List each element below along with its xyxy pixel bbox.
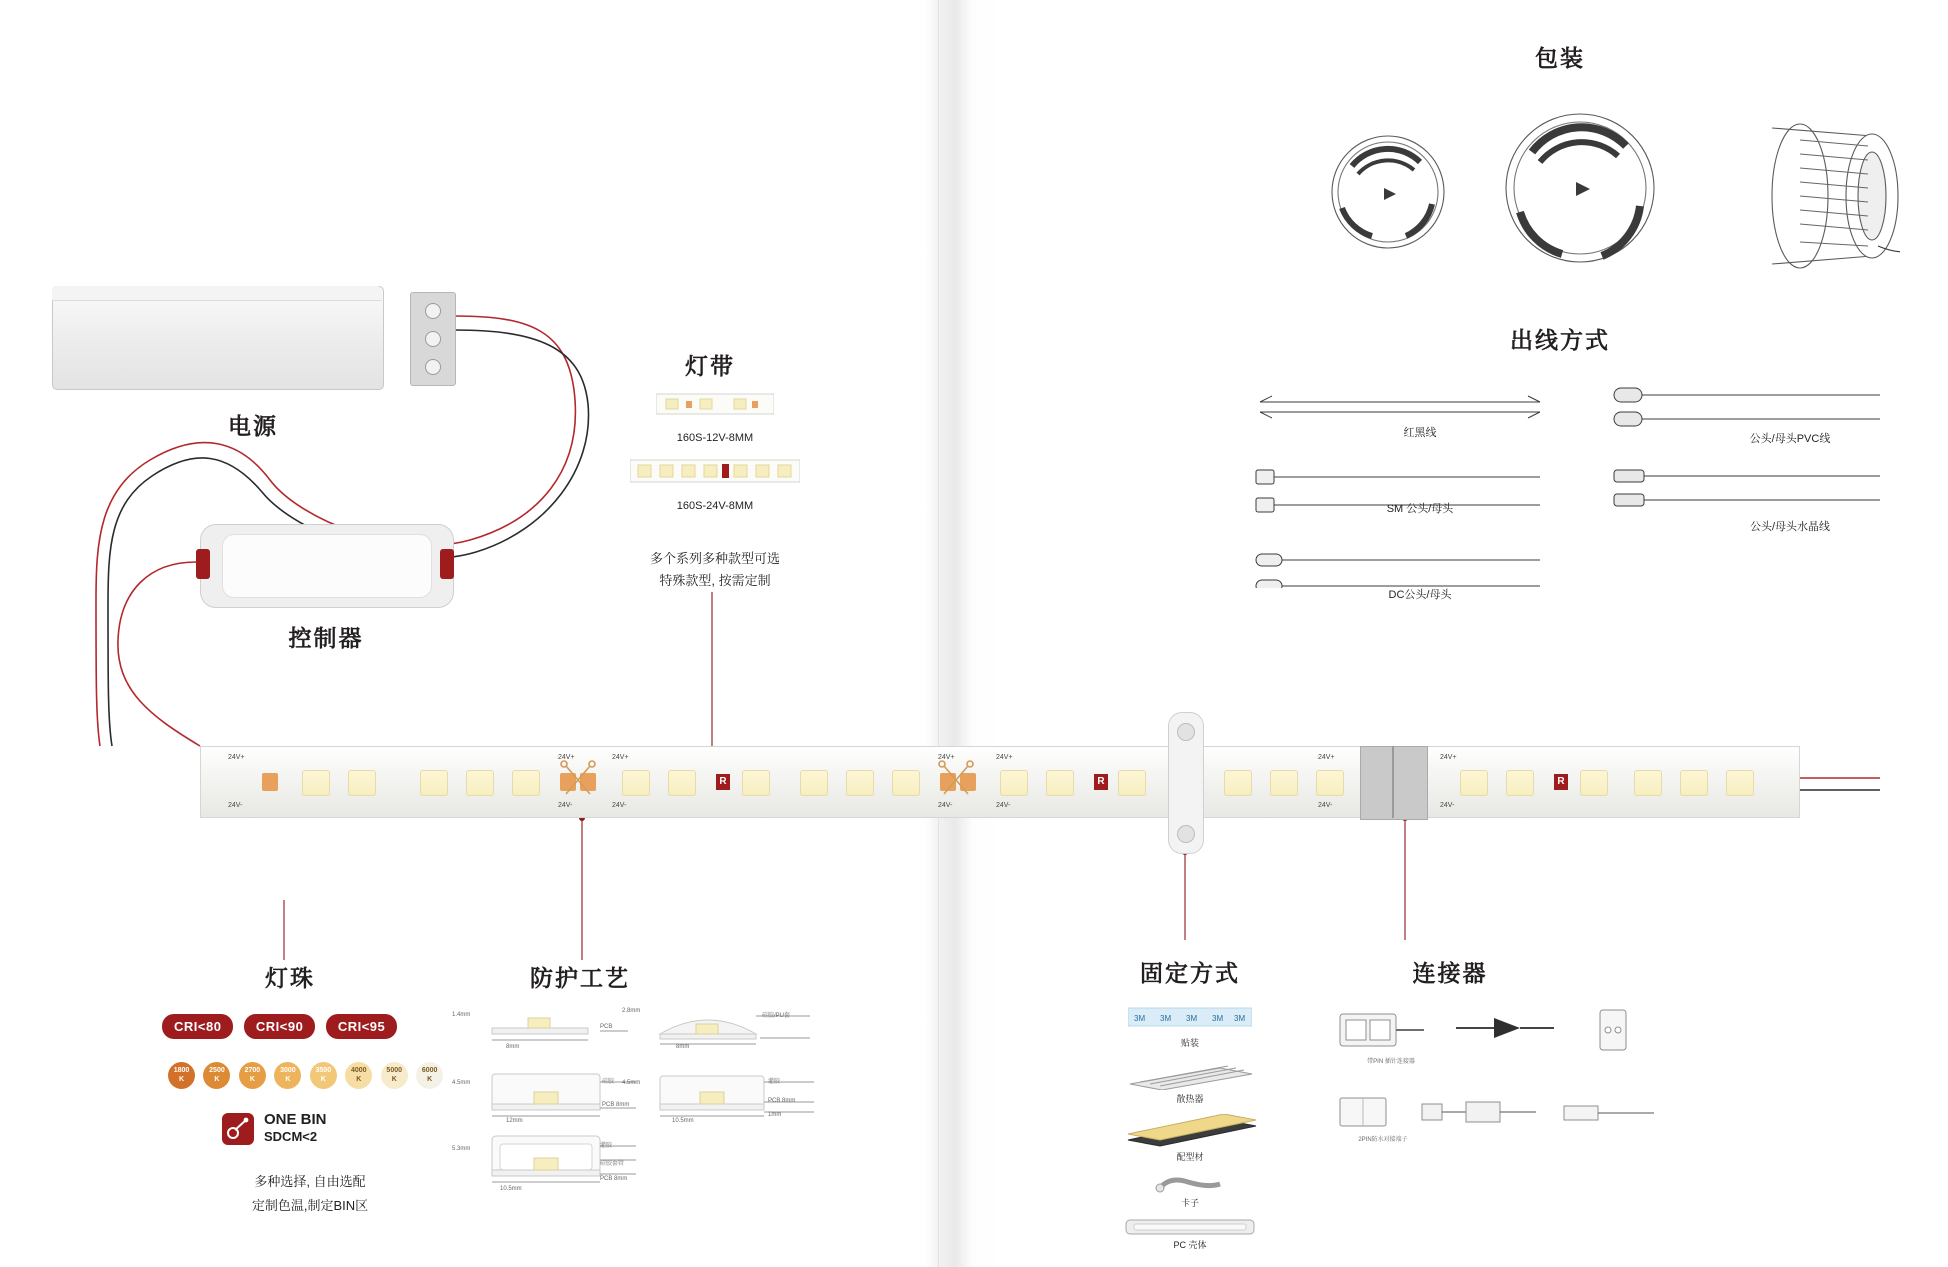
cut-mark-icon	[938, 760, 978, 804]
mounting-label-3: 卡子	[1180, 1198, 1199, 1208]
polarity-plus: 24V+	[228, 754, 245, 761]
polarity-minus: 24V-	[938, 802, 953, 809]
spec-height-2: 2.8mm	[622, 1008, 641, 1014]
wiring-label-3: 公头/母头PVC线	[1749, 433, 1831, 445]
spec-width-1: 8mm	[506, 1044, 520, 1050]
connector-icon-inline	[1416, 1096, 1546, 1130]
wiring-label-1: SM 公头/母头	[1386, 503, 1454, 515]
connector-icon-lead	[1450, 1012, 1560, 1052]
spec-width-2: 8mm	[676, 1044, 690, 1050]
leds-note-1: 多种选择, 自由选配	[254, 1174, 366, 1189]
mounting-icon-tape	[1128, 1006, 1252, 1032]
led-chip	[1046, 770, 1074, 796]
packaging-title: 包装	[1535, 45, 1585, 71]
polarity-r-mark: R	[716, 774, 730, 790]
connector-icon-socket	[1590, 1008, 1640, 1054]
svg-text:3M: 3M	[1134, 1014, 1146, 1023]
power-supply-terminal-block	[410, 292, 456, 386]
kelvin-swatch: 3000 K	[274, 1062, 301, 1089]
polarity-r-mark: R	[1094, 774, 1108, 790]
mounting-icon-heatsink	[1124, 1060, 1256, 1090]
wiring-illustration	[1250, 378, 1890, 588]
led-chip	[348, 770, 376, 796]
kelvin-swatch: 1800 K	[168, 1062, 195, 1089]
polarity-plus: 24V+	[1440, 754, 1457, 761]
led-chip	[1118, 770, 1146, 796]
spec-right-3a: 硅胶	[602, 1079, 615, 1085]
led-chip	[1224, 770, 1252, 796]
wiring-label-4: 公头/母头水晶线	[1749, 521, 1831, 533]
polarity-plus: 24V+	[612, 754, 629, 761]
controller-right-cap	[440, 549, 454, 579]
leds-note-2: 定制色温,制定BIN区	[251, 1198, 369, 1213]
cut-mark-icon	[560, 760, 600, 804]
mounting-icon-profile	[1120, 1114, 1260, 1148]
spec-right-5a: 灌胶	[600, 1143, 613, 1149]
packaging-illustration	[1280, 96, 1900, 286]
spec-height-5: 5.3mm	[452, 1146, 471, 1152]
cross-section-2	[620, 1000, 860, 1050]
controller-face	[222, 534, 432, 598]
connector-label-0: 带PIN 插针连接器	[1367, 1059, 1415, 1065]
spec-width-5: 10.5mm	[500, 1186, 522, 1192]
connector-icon-pin	[1330, 1010, 1450, 1054]
power-supply-top	[52, 286, 382, 301]
polarity-minus: 24V-	[228, 802, 243, 809]
kelvin-swatch: 4000 K	[345, 1062, 372, 1089]
svg-text:3M: 3M	[1212, 1014, 1224, 1023]
connector-label-1: 2PIN防水对接端子	[1358, 1137, 1408, 1143]
led-chip	[466, 770, 494, 796]
spec-right-5b: 硅胶套管	[600, 1161, 625, 1167]
spec-right-3b: PCB 8mm	[602, 1102, 630, 1108]
strip-model-12v: 160S-12V-8MM	[676, 432, 754, 444]
strip-title: 灯带	[685, 353, 735, 379]
kelvin-swatch: 5000 K	[381, 1062, 408, 1089]
polarity-plus: 24V+	[938, 754, 955, 761]
kelvin-swatch: 3500 K	[310, 1062, 337, 1089]
kelvin-swatch: 2700 K	[239, 1062, 266, 1089]
strip-note-2: 特殊款型, 按需定制	[659, 573, 771, 588]
mounting-icon-clip	[1152, 1172, 1228, 1198]
spec-height-1: 1.4mm	[452, 1012, 471, 1018]
led-chip	[668, 770, 696, 796]
spec-width-4: 10.5mm	[672, 1118, 694, 1124]
connector-icon-bar	[1560, 1098, 1660, 1128]
led-chip	[1726, 770, 1754, 796]
spec-right-4a: 灌胶	[768, 1079, 781, 1085]
led-chip	[1000, 770, 1028, 796]
cross-section-4	[620, 1062, 860, 1124]
cri-badges	[162, 1014, 462, 1039]
cri-badge: CRI<80	[162, 1014, 233, 1039]
kelvin-swatch: 2500 K	[203, 1062, 230, 1089]
cri-badge: CRI<95	[326, 1014, 397, 1039]
led-chip	[800, 770, 828, 796]
mounting-title: 固定方式	[1140, 960, 1240, 986]
polarity-minus: 24V-	[558, 802, 573, 809]
controller-left-cap	[196, 549, 210, 579]
spec-height-3: 4.5mm	[452, 1080, 471, 1086]
polarity-minus: 24V-	[1318, 802, 1333, 809]
solder-pad	[262, 773, 278, 791]
led-chip	[302, 770, 330, 796]
cri-badge: CRI<90	[244, 1014, 315, 1039]
led-chip	[512, 770, 540, 796]
strip-sample-12v	[656, 388, 774, 418]
led-chip	[1460, 770, 1488, 796]
led-chip	[742, 770, 770, 796]
sdcm-label: SDCM<2	[264, 1129, 318, 1144]
strip-note-1: 多个系列多种款型可选	[649, 551, 780, 566]
svg-text:3M: 3M	[1186, 1014, 1198, 1023]
controller-label: 控制器	[288, 625, 364, 651]
svg-text:3M: 3M	[1234, 1014, 1246, 1023]
spec-right-1: PCB	[600, 1024, 613, 1030]
one-bin-icon	[222, 1113, 254, 1145]
one-bin-label: ONE BIN	[264, 1111, 327, 1128]
led-chip	[1316, 770, 1344, 796]
mounting-label-4: PC 壳体	[1173, 1240, 1207, 1250]
wiring-label-2: DC公头/母头	[1388, 589, 1452, 601]
power-supply-label: 电源	[228, 413, 278, 439]
spec-right-4c: 1mm	[768, 1112, 782, 1118]
strip-sample-24v	[630, 456, 800, 486]
led-chip	[1634, 770, 1662, 796]
mounting-label-2: 配型材	[1176, 1152, 1204, 1162]
mounting-label-1: 散热器	[1176, 1094, 1204, 1104]
led-chip	[1580, 770, 1608, 796]
power-supply-body	[52, 286, 384, 390]
led-chip	[420, 770, 448, 796]
kelvin-swatches	[168, 1062, 471, 1089]
polarity-minus: 24V-	[1440, 802, 1455, 809]
kelvin-swatch: 6000 K	[416, 1062, 443, 1089]
strip-connector-seam	[1392, 746, 1394, 818]
spec-width-3: 12mm	[506, 1118, 523, 1124]
connector-title: 连接器	[1412, 960, 1488, 986]
polarity-r-mark: R	[1554, 774, 1568, 790]
polarity-plus: 24V+	[996, 754, 1013, 761]
spec-right-5c: PCB 8mm	[600, 1176, 628, 1182]
page-fold-shadow	[925, 0, 1001, 1267]
svg-text:3M: 3M	[1160, 1014, 1172, 1023]
connector-icon-2pin	[1334, 1096, 1404, 1130]
led-chip	[1506, 770, 1534, 796]
leds-title: 灯珠	[265, 965, 315, 991]
polarity-plus: 24V+	[558, 754, 575, 761]
spec-right-2a: 硅胶/PU套	[762, 1013, 791, 1019]
polarity-minus: 24V-	[612, 802, 627, 809]
mounting-icon-pc-housing	[1124, 1218, 1256, 1240]
spec-height-4: 4.5mm	[622, 1080, 641, 1086]
cross-section-5	[450, 1126, 670, 1190]
led-chip	[846, 770, 874, 796]
led-chip	[622, 770, 650, 796]
mounting-label-0: 贴装	[1180, 1038, 1199, 1048]
strip-model-24v: 160S-24V-8MM	[676, 500, 754, 512]
led-chip	[1680, 770, 1708, 796]
spec-right-4b: PCB 8mm	[768, 1098, 796, 1104]
protection-title: 防护工艺	[530, 965, 630, 991]
polarity-minus: 24V-	[996, 802, 1011, 809]
led-chip	[1270, 770, 1298, 796]
page-fold-line	[938, 0, 939, 1267]
strip-connector-block	[1360, 746, 1428, 820]
wiring-title: 出线方式	[1510, 327, 1610, 353]
wiring-label-0: 红黑线	[1403, 427, 1437, 439]
polarity-plus: 24V+	[1318, 754, 1335, 761]
mounting-clip	[1168, 712, 1204, 854]
led-chip	[892, 770, 920, 796]
